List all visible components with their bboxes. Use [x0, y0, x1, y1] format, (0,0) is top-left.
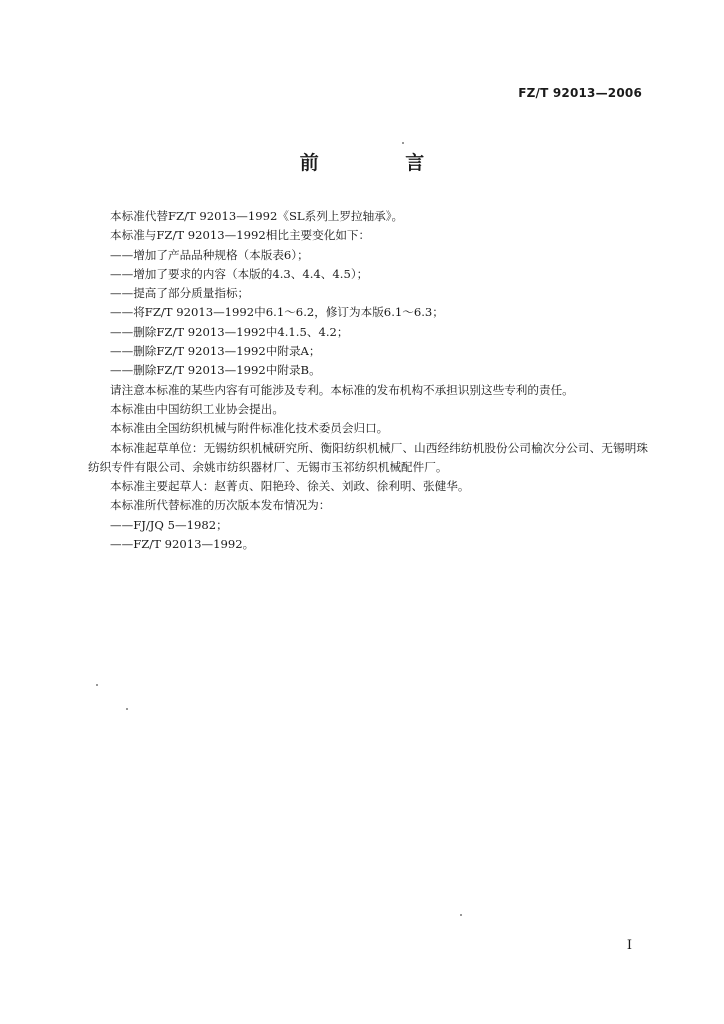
scan-speck [96, 684, 98, 686]
section-title: 前 言 [299, 152, 465, 174]
paragraph: 本标准主要起草人：赵菁贞、阳艳玲、徐关、刘政、徐利明、张健华。 [110, 479, 470, 494]
page-number: I [626, 938, 632, 953]
scan-speck [126, 708, 128, 710]
list-item: ——增加了产品品种规格（本版表6）； [110, 247, 309, 262]
paragraph: 请注意本标准的某些内容有可能涉及专利。本标准的发布机构不承担识别这些专利的责任。 [110, 382, 574, 397]
list-item: ——删除FZ/T 92013—1992中4.1.5、4.2； [110, 324, 349, 339]
paragraph: 本标准所代替标准的历次版本发布情况为： [110, 498, 331, 513]
paragraph: 本标准起草单位：无锡纺织机械研究所、衡阳纺织机械厂、山西经纬纺机股份公司榆次分公司、无锡明珠纺织专件有限公司、余姚市纺织器材厂、无锡市玉祁纺织机械配件厂。 [88, 440, 648, 474]
list-item: ——增加了要求的内容（本版的4.3、4.4、4.5）； [110, 266, 369, 281]
paragraph: 本标准代替FZ/T 92013—1992《SL系列上罗拉轴承》。 [110, 209, 404, 223]
list-item: ——删除FZ/T 92013—1992中附录A； [110, 344, 321, 359]
list-item: ——将FZ/T 92013—1992中6.1～6.2，修订为本版6.1～6.3； [110, 305, 444, 320]
scan-speck [402, 142, 404, 144]
list-item: ——删除FZ/T 92013—1992中附录B。 [110, 363, 321, 378]
list-item: ——FZ/T 92013—1992。 [110, 537, 255, 552]
paragraph: 本标准由中国纺织工业协会提出。 [110, 401, 284, 416]
standard-code: FZ/T 92013—2006 [518, 86, 642, 100]
list-item: ——FJ/JQ 5—1982； [110, 517, 228, 532]
paragraph: 本标准与FZ/T 92013—1992相比主要变化如下： [110, 228, 371, 243]
foreword-body [88, 207, 648, 554]
list-item: ——提高了部分质量指标； [110, 286, 250, 301]
paragraph: 本标准由全国纺织机械与附件标准化技术委员会归口。 [110, 421, 389, 436]
scan-speck [460, 914, 462, 916]
